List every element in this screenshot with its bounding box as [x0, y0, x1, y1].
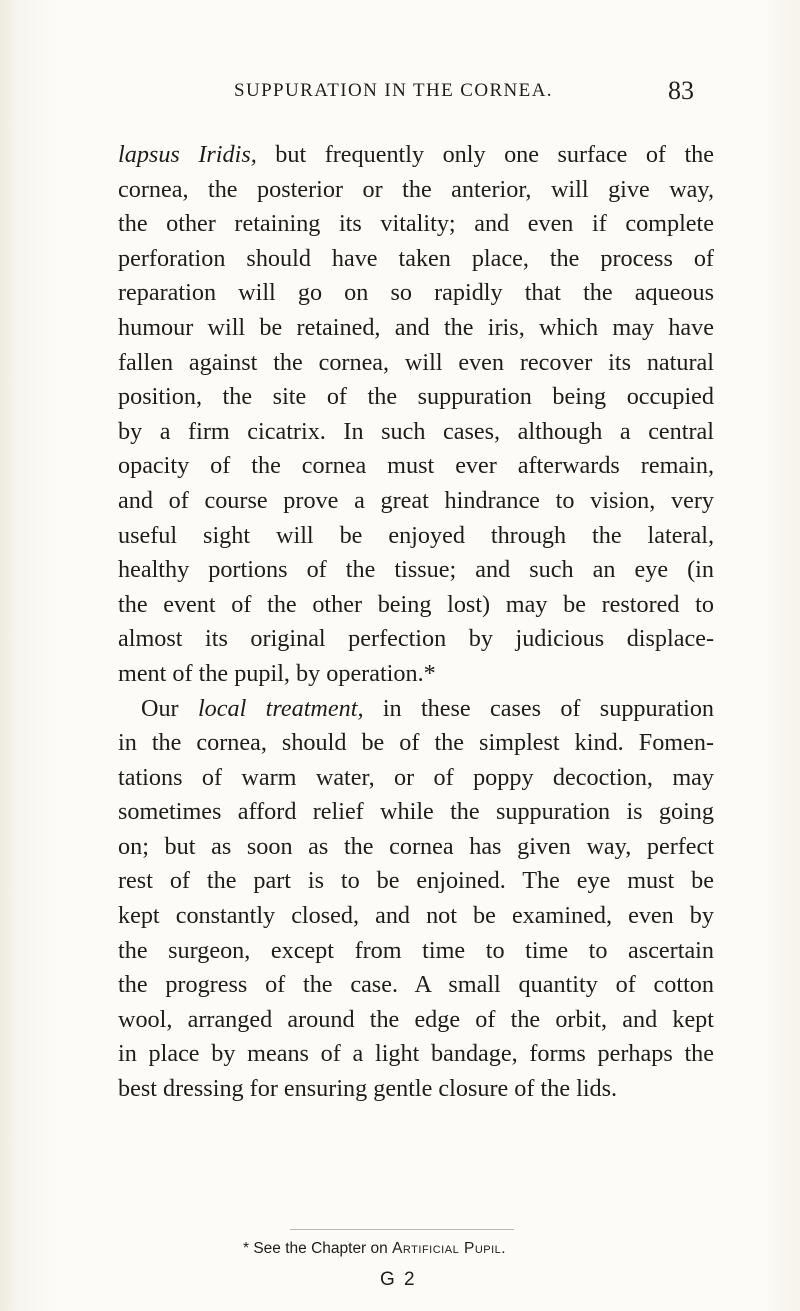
- text-line: [118, 795, 714, 830]
- line-text: humour will be retained, and the iris, which may have: [118, 313, 714, 341]
- text-line: [118, 657, 714, 692]
- line-text: rest of the part is to be enjoined. The eye must be: [118, 867, 714, 895]
- text-line: [118, 1072, 714, 1107]
- text-line: [118, 380, 714, 415]
- running-head: SUPPURATION IN THE CORNEA.: [234, 80, 553, 101]
- text-line: [118, 968, 714, 1003]
- text-line: [118, 864, 714, 899]
- line-text: best dressing for ensuring gentle closure of the lids.: [118, 1075, 618, 1103]
- line-text: the progress of the case. A small quantity of cotton: [118, 971, 714, 999]
- text-line: [118, 138, 714, 173]
- line-text: wool, arranged around the edge of the orbit, and kept: [118, 1005, 714, 1033]
- footnote-smallcaps: Artificial Pupil.: [392, 1240, 507, 1257]
- text-line: [118, 311, 714, 346]
- page-number: 83: [668, 76, 694, 105]
- line-prefix: Our: [141, 694, 179, 722]
- text-line: [118, 484, 714, 519]
- line-text: position, the site of the suppuration being occupied: [118, 383, 714, 411]
- text-line: [118, 726, 714, 761]
- text-line: [118, 519, 714, 554]
- text-line: [118, 1003, 714, 1038]
- line-text: almost its original perfection by judicious displace-: [118, 625, 714, 653]
- line-text: the other retaining its vitality; and even if complete: [118, 210, 714, 238]
- text-line: [118, 588, 714, 623]
- body-text: [118, 138, 714, 1107]
- page-header: [0, 78, 800, 110]
- text-line: [118, 173, 714, 208]
- line-text: in the cornea, should be of the simplest kind. Fomen-: [118, 729, 714, 757]
- line-text: kept constantly closed, and not be examined, even by: [118, 902, 714, 930]
- text-line: [118, 622, 714, 657]
- text-line: [118, 415, 714, 450]
- line-text: useful sight will be enjoyed through the lateral,: [118, 521, 714, 549]
- text-line: [118, 449, 714, 484]
- footnote-rule: [290, 1229, 514, 1230]
- line-text: reparation will go on so rapidly that the aqueous: [118, 279, 714, 307]
- line-text: the event of the other being lost) may be restored to: [118, 590, 714, 618]
- text-line: [118, 346, 714, 381]
- line-text: healthy portions of the tissue; and such an eye (in: [118, 556, 714, 584]
- line-text: cornea, the posterior or the anterior, will give way,: [118, 175, 714, 203]
- line-text: fallen against the cornea, will even recover its natural: [118, 348, 714, 376]
- line-text: in these cases of suppuration: [382, 694, 715, 722]
- text-line: [118, 761, 714, 796]
- line-text: sometimes afford relief while the suppuration is going: [118, 798, 714, 826]
- text-line: [118, 830, 714, 865]
- line-text: ment of the pupil, by operation.*: [118, 659, 436, 687]
- text-line: [118, 242, 714, 277]
- text-line: [118, 276, 714, 311]
- text-line: [118, 899, 714, 934]
- line-text: opacity of the cornea must ever afterwards remain,: [118, 452, 714, 480]
- line-text: by a firm cicatrix. In such cases, although a central: [118, 417, 714, 445]
- line-text: in place by means of a light bandage, forms perhaps the: [118, 1040, 714, 1068]
- line-text: and of course prove a great hindrance to vision, very: [118, 486, 714, 514]
- text-line: [118, 553, 714, 588]
- line-text: perforation should have taken place, the process of: [118, 244, 714, 272]
- footnote: [243, 1240, 506, 1258]
- text-line: [118, 692, 714, 727]
- line-text: tations of warm water, or of poppy decoction, may: [118, 763, 714, 791]
- italic-term: lapsus Iridis,: [118, 141, 257, 168]
- italic-term: local treatment,: [197, 694, 364, 722]
- footnote-text: * See the Chapter on: [243, 1240, 388, 1257]
- text-line: [118, 934, 714, 969]
- line-text: the surgeon, except from time to time to ascertain: [118, 936, 714, 964]
- line-text: on; but as soon as the cornea has given way, perfect: [118, 832, 714, 860]
- line-text: but frequently only one surface of the: [275, 141, 715, 168]
- text-line: [118, 1037, 714, 1072]
- signature-mark: G 2: [380, 1269, 417, 1290]
- text-line: [118, 207, 714, 242]
